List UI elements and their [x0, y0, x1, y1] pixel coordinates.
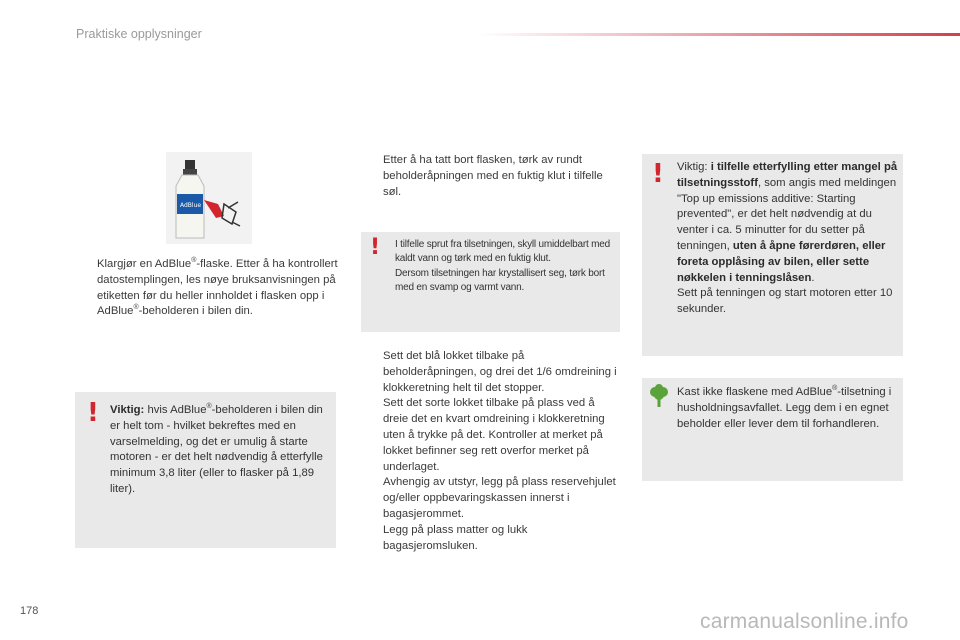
tree-icon: [649, 384, 669, 408]
warning-icon: !: [652, 159, 664, 189]
col2-step-top: [362, 153, 612, 200]
warning-text-refill: Viktig: i tilfelle etterfylling etter mangel på tilsetningsstoff, som angis med meldingen "Top up emissions additive: Starting prevented", er det helt nødvendig at du venter i ca. 5 minutter for du setter på tenningen, uten å åpne førerdøren, eller foreta opplåsing av bilen, eller sette nøkkelen i tenningslåsen. Sett på tenningen og start motoren etter 10 sekunder.: [677, 161, 898, 316]
note-text-spill: I tilfelle sprut fra tilsetningen, skyll umiddelbart med kaldt vann og tørk med en fuktig klut. Dersom tilsetningen har krystallisert seg, tørk bort med en svamp og varmt vann.: [395, 239, 611, 293]
warning-text-tank-empty: Viktig: hvis AdBlue®-beholderen i bilen din er helt tom - hvilket bekreftes med en varselmelding, og det er umulig å starte motoren - er det helt nødvendig å etterfylle minimum 3,8 liter (eller to flasker på 1,89 liter).: [110, 403, 323, 495]
header-rule: [478, 33, 960, 36]
list-item: Sett det blå lokket tilbake på beholderåpningen, og drei det 1/6 omdreining i klokkeretning helt til det stopper.: [383, 350, 617, 394]
list-item: Klargjør en AdBlue®-flaske. Etter å ha kontrollert datostemplingen, les nøye bruksanvisningen på etiketten før du heller innholdet i flasken opp i AdBlue®-beholderen i bilen din.: [97, 257, 338, 318]
page-header-title: Praktiske opplysninger: [76, 27, 202, 41]
eco-text-disposal: Kast ikke flaskene med AdBlue®-tilsetning i husholdningsavfallet. Legg dem i en egnet beholder eller lever dem til forhandleren.: [677, 385, 892, 430]
page-number: 178: [20, 605, 39, 617]
list-item: Etter å ha tatt bort flasken, tørk av rundt beholderåpningen med en fuktig klut i tilfelle søl.: [383, 154, 603, 198]
list-item: Sett det sorte lokket tilbake på plass ved å dreie det en kvart omdreining i klokkeretning uten å trykke på det. Kontroller at merket på lokket befinner seg rett overfor merket på underlaget.: [383, 397, 605, 473]
watermark: carmanualsonline.info: [700, 610, 909, 633]
warning-icon: !: [370, 235, 381, 260]
warning-icon: !: [87, 398, 99, 428]
list-item: Avhengig av utstyr, legg på plass reservehjulet og/eller oppbevaringskassen innerst i bagasjerommet.: [383, 476, 616, 520]
col2-steps: [362, 349, 620, 554]
bottle-label: AdBlue: [180, 202, 202, 209]
adblue-bottle-illustration: [166, 152, 252, 244]
list-item: Legg på plass matter og lukk bagasjeromsluken.: [383, 523, 528, 552]
col1-steps: [76, 257, 338, 320]
